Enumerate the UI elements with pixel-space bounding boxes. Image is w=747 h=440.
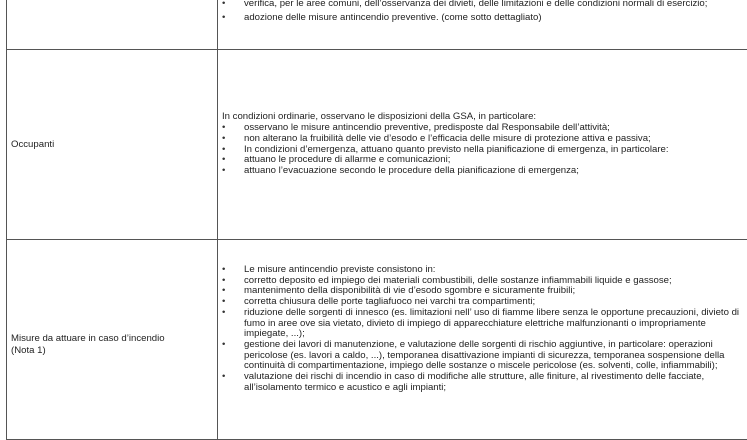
row-label-note: (Nota 1) (11, 345, 217, 357)
list-item: • gestione dei lavori di manutenzione, e valutazione delle sorgenti di rischio aggiuntive, in particolare: operazioni pericolose (es. lavori a caldo, ...), temporanea disattivazione impianti di sicurezza, temporanea sospensione della continuità di compartimentazione, impiego delle sostanze o miscele pericolose (es. solventi, colle, infiammabili); (222, 340, 744, 372)
table-row (7, 240, 747, 440)
list-item: • Le misure antincendio previste consistono in: (222, 265, 747, 276)
row-content (218, 50, 747, 240)
list-item: • adozione delle misure antincendio preventive. (come sotto dettagliato) (222, 13, 747, 24)
row-label (7, 240, 218, 440)
list-item: • valutazione dei rischi di incendio in caso di modifiche alle strutture, alle finiture, al rivestimento delle facciate, all’isolamento termico e acustico e agli impianti; (222, 372, 744, 393)
row-content (218, 0, 747, 50)
list-item: • corretto deposito ed impiego dei materiali combustibili, delle sostanze infiammabili liquide e gassose; (222, 276, 747, 287)
list-item: • verifica, per le aree comuni, dell’osservanza dei divieti, delle limitazioni e delle condizioni normali di esercizio; (222, 0, 724, 10)
row-label-line: Misure da attuare in caso d’incendio (11, 333, 217, 345)
fire-safety-table (6, 0, 747, 440)
table-row (7, 0, 747, 50)
list-item: • corretta chiusura delle porte tagliafuoco nei varchi tra compartimenti; (222, 297, 747, 308)
list-item: • In condizioni d’emergenza, attuano quanto previsto nella pianificazione di emergenza, in particolare: (222, 145, 747, 156)
row-label: Occupanti (7, 50, 218, 240)
list-item: • riduzione delle sorgenti di innesco (es. limitazioni nell’ uso di fiamme libere senza le opportune precauzioni, divieto di fumo in aree ove sia vietato, divieto di impiego di apparecchiature elettriche malfunzionanti o impropriamente impiegate, ...); (222, 308, 744, 340)
row-intro: In condizioni ordinarie, osservano le disposizioni della GSA, in particolare: (222, 112, 747, 123)
list-item: • attuano le procedure di allarme e comunicazioni; (222, 155, 747, 166)
list-item: • non alterano la fruibilità delle vie d’esodo e l’efficacia delle misure di protezione attiva e passiva; (222, 134, 747, 145)
list-item: • osservano le misure antincendio preventive, predisposte dal Responsabile dell’attività; (222, 123, 747, 134)
list-item: • attuano l’evacuazione secondo le procedure della pianificazione di emergenza; (222, 166, 747, 177)
list-item: • mantenimento della disponibilità di vie d’esodo sgombre e sicuramente fruibili; (222, 286, 747, 297)
row-content (218, 240, 747, 440)
row-label (7, 0, 218, 50)
table-row (7, 50, 747, 240)
